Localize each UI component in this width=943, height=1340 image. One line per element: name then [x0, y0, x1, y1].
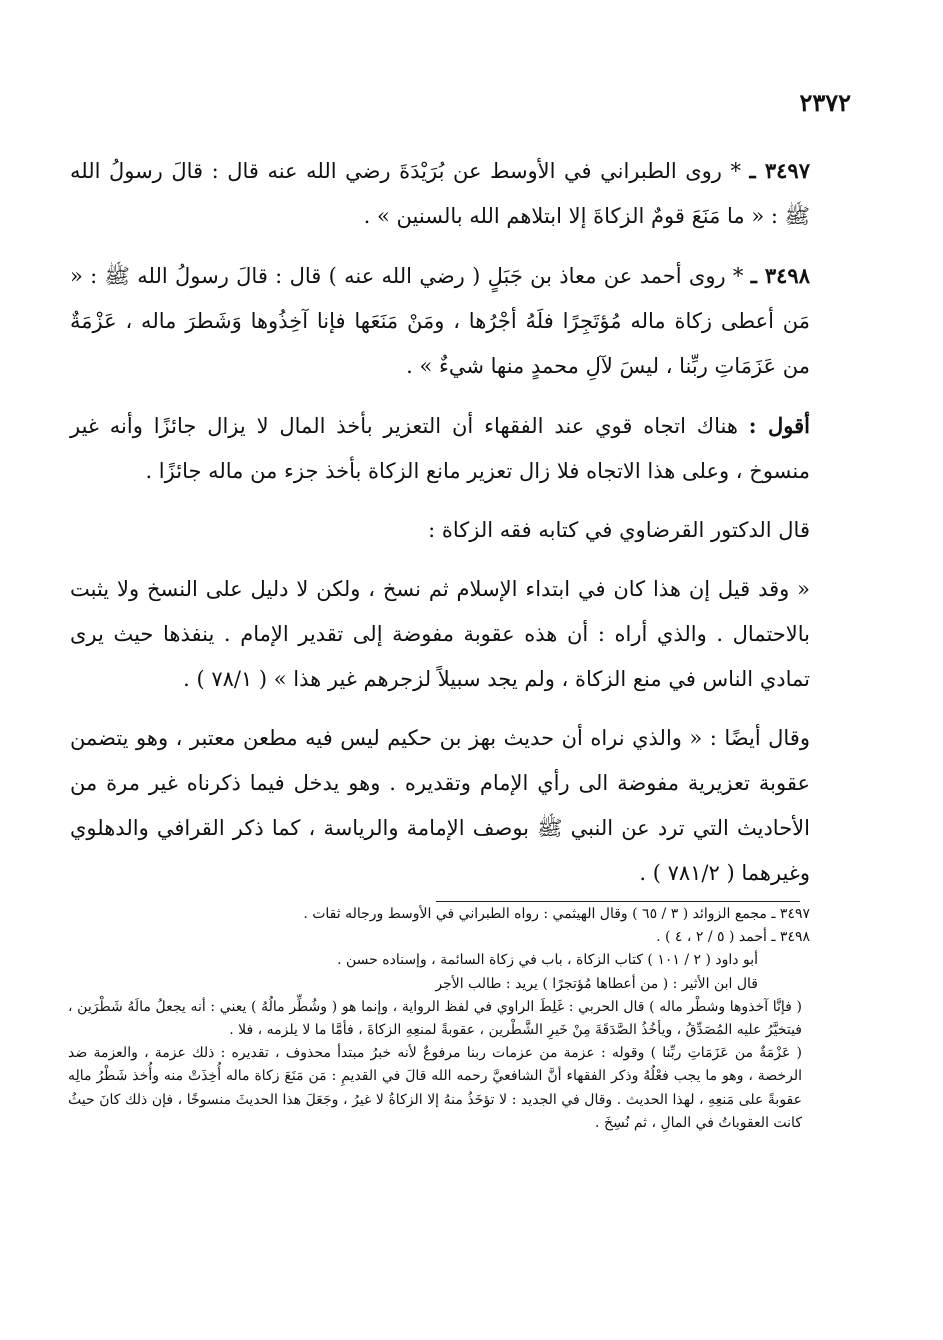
hadith-3497	[70, 148, 810, 239]
footnote-divider	[436, 901, 800, 902]
comment-text: هناك اتجاه قوي عند الفقهاء أن التعزير بأخذ المال لا يزال جائزًا وأنه غير منسوخ ، وعلى هذا الاتجاه فلا زال تعزير مانع الزكاة بأخذ جزء من ماله جائزًا .	[70, 414, 810, 483]
comment-lead: أقول :	[748, 413, 810, 438]
author-comment	[70, 403, 810, 494]
quote-paragraph-2: وقال أيضًا : « والذي نراه أن حديث بهز بن حكيم ليس فيه مطعن معتبر ، وهو يتضمن عقوبة تعزيرية مفوضة الى رأي الإمام وتقديره . وهو يدخل فيما ذكرناه غير مرة من الأحاديث التي ترد عن النبي ﷺ بوصف الإمامة والرياسة ، كما ذكر القرافي والدهلوي وغيرهما ( ٧٨١/٢ ) .	[70, 726, 810, 885]
footnote-3497: ٣٤٩٧ ـ مجمع الزوائد ( ٣ / ٦٥ ) وقال الهيثمي : رواه الطبراني في الأوسط ورجاله ثقات .	[303, 906, 810, 922]
hadith-number: ٣٤٩٧ ـ	[749, 158, 810, 183]
hadith-text: * روى الطبراني في الأوسط عن بُرَيْدَةَ رضي الله عنه قال : قالَ رسولُ الله ﷺ : « ما مَنَعَ قومٌ الزكاةَ إلا ابتلاهم الله بالسنين » .	[70, 159, 810, 228]
hadith-text: * روى أحمد عن معاذ بن جَبَلٍ ( رضي الله عنه ) قال : قالَ رسولُ الله ﷺ : « مَن أعطى زكاة ماله مُؤتَجِرًا فلَهُ أجْرُها ، ومَنْ مَنَعَها فإنا آخِذُوها وَشَطرَ ماله ، عَزْمَةٌ من عَزَمَاتِ ربِّنا ، ليسَ لآلِ محمدٍ منها شيءٌ » .	[70, 264, 810, 378]
footnotes	[68, 903, 810, 1135]
footnote-3498: ٣٤٩٨ ـ أحمد ( ٥ / ٢ ، ٤ ) .	[656, 929, 810, 946]
footnote-line: ( عَزْمَةٌ من عَزَمَاتِ ربِّنا ) وقوله : عزمة من عزمات ربنا مرفوعٌ لأنه خبرُ مبتدأ محذوف ، تقديره : ذلك عزمة ، والعزمة ضد الرخصة ، وهو ما يجب فعْلُهُ وذكر الفقهاء أنَّ الشافعيَّ رحمه الله قالَ في القديمِ : مَن مَنَعَ زكاة ماله أُخِذَتْ منه وأُخذ شَطْرُ مالِه عقوبةً على مَنعِهِ ، لهذا الحديث . وقال في الجديد : لا تؤخَذُ منهُ إلا الزكاةُ لا غيرُ ، وجَعَلَ هذا الحديثَ منسوخًا ، فإن ذلك كانَ حيثُ كانت العقوباتُ في المالِ ، ثم نُسِخَ .	[68, 1045, 802, 1131]
footnote-line: أبو داود ( ٢ / ١٠١ ) كتاب الزكاة ، باب في زكاة السائمة ، وإسناده حسن .	[337, 952, 758, 969]
hadith-number: ٣٤٩٨ ـ	[750, 263, 810, 288]
hadith-3498	[70, 253, 810, 389]
quote-paragraph: « وقد قيل إن هذا كان في ابتداء الإسلام ثم نسخ ، ولكن لا دليل على النسخ ولا يثبت بالاحتمال . والذي أراه : أن هذه عقوبة مفوضة إلى تقدير الإمام . ينفذها حيث يرى تمادي الناس في منع الزكاة ، ولم يجد سبيلاً لزجرهم غير هذا » ( ٧٨/١ ) .	[70, 577, 810, 691]
main-text	[70, 148, 810, 910]
quote-intro: قال الدكتور القرضاوي في كتابه فقه الزكاة :	[428, 518, 810, 542]
footnote-line: ( فإنَّا آخذوها وشطْر ماله ) قال الحربي : غَلِطَ الراوي في لفظ الرواية ، وإنما هو ( وشُطِّر مالُهُ ) يعني : أنه يجعلُ مالَهُ شَطْرَين ، فيتخيَّرُ عليه المُصَدِّقُ ، ويأخُذُ الصَّدَقَةَ مِنْ خَيرِ الشَّطْرين ، عقوبةً لمنعِهِ الزكاةَ ، فأمَّا ما لا يلزمه ، فلا .	[68, 998, 802, 1039]
page-number: ٢٣٧٢	[799, 88, 851, 117]
footnote-line: قال ابن الأثير : ( من أعطاها مُؤتجرًا ) يريد : طالب الأجر	[435, 975, 758, 992]
